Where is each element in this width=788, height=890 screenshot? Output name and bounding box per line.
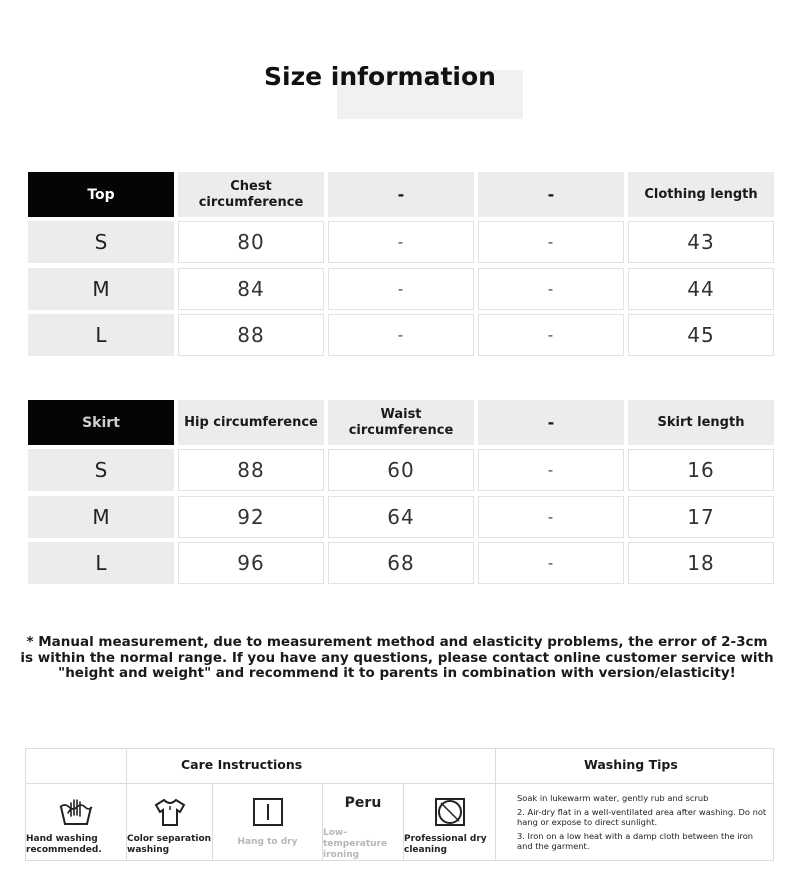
skirt-cell: 18: [628, 542, 774, 584]
washing-tip: Soak in lukewarm water, gently rub and scrub: [517, 793, 709, 803]
skirt-cell: -: [478, 449, 624, 491]
top-row-size-l: L: [28, 314, 174, 356]
skirt-cell: 60: [328, 449, 474, 491]
top-cell: 44: [628, 268, 774, 310]
care-item-color-separation: [127, 785, 212, 861]
care-label: Professional dry cleaning: [404, 834, 487, 855]
hand-wash-icon: [57, 785, 95, 831]
top-cell: 80: [178, 221, 324, 263]
care-divider: [495, 749, 496, 860]
top-cell: 88: [178, 314, 324, 356]
skirt-cell: 16: [628, 449, 774, 491]
skirt-cell: 17: [628, 496, 774, 538]
care-divider: [26, 783, 773, 784]
skirt-cell: 92: [178, 496, 324, 538]
skirt-row-size-l: L: [28, 542, 174, 584]
top-header-length: Clothing length: [628, 172, 774, 217]
top-cell: 84: [178, 268, 324, 310]
care-label: Color separation washing: [127, 834, 212, 855]
skirt-cell: 88: [178, 449, 324, 491]
top-header-chest: Chest circumference: [178, 172, 324, 217]
top-cell: 45: [628, 314, 774, 356]
skirt-header-blank: -: [478, 400, 624, 445]
care-item-hand-wash: [26, 785, 126, 861]
skirt-cell: -: [478, 542, 624, 584]
skirt-cell: 68: [328, 542, 474, 584]
care-item-dry-cleaning: [404, 785, 495, 861]
skirt-header-waist: Waist circumference: [328, 400, 474, 445]
hang-dry-icon: [252, 785, 284, 831]
care-item-ironing: [323, 785, 403, 861]
washing-tip: 3. Iron on a low heat with a damp cloth between the iron and the garment.: [517, 831, 754, 851]
top-header-blank-2: -: [478, 172, 624, 217]
skirt-header-length: Skirt length: [628, 400, 774, 445]
skirt-cell: -: [478, 496, 624, 538]
top-cell: -: [328, 268, 474, 310]
care-instructions-title: Care Instructions: [181, 757, 303, 772]
top-row-size-s: S: [28, 221, 174, 263]
skirt-table-corner: Skirt: [28, 400, 174, 445]
care-item-hang-dry: [213, 785, 322, 861]
skirt-cell: 96: [178, 542, 324, 584]
page-title: Size information: [264, 62, 496, 91]
care-instructions-box: [25, 748, 774, 861]
dry-clean-icon: [434, 785, 466, 831]
skirt-row-size-s: S: [28, 449, 174, 491]
care-label: Hand washing recommended.: [26, 834, 102, 855]
skirt-cell: 64: [328, 496, 474, 538]
washing-tips-list: [517, 793, 767, 855]
top-header-blank-1: -: [328, 172, 474, 217]
skirt-row-size-m: M: [28, 496, 174, 538]
top-cell: -: [478, 314, 624, 356]
top-cell: -: [478, 268, 624, 310]
skirt-header-hip: Hip circumference: [178, 400, 324, 445]
measurement-note: * Manual measurement, due to measurement method and elasticity problems, the error of 2-3cm is within the normal range. If you have any questions, please contact online customer service with "height and weight" and recommend it to parents in combination with version/elasticity!: [20, 634, 774, 681]
shirt-icon: [152, 785, 188, 831]
top-cell: 43: [628, 221, 774, 263]
washing-tips-title: Washing Tips: [584, 757, 678, 772]
top-cell: -: [328, 314, 474, 356]
care-label: Hang to dry: [237, 837, 298, 847]
care-item-heading: Peru: [344, 795, 382, 811]
top-table-corner: Top: [28, 172, 174, 217]
care-label: Low-temperature ironing: [323, 828, 388, 860]
top-cell: -: [328, 221, 474, 263]
washing-tip: 2. Air-dry flat in a well-ventilated area after washing. Do not hang or expose to direct sunlight.: [517, 807, 767, 827]
top-cell: -: [478, 221, 624, 263]
top-row-size-m: M: [28, 268, 174, 310]
